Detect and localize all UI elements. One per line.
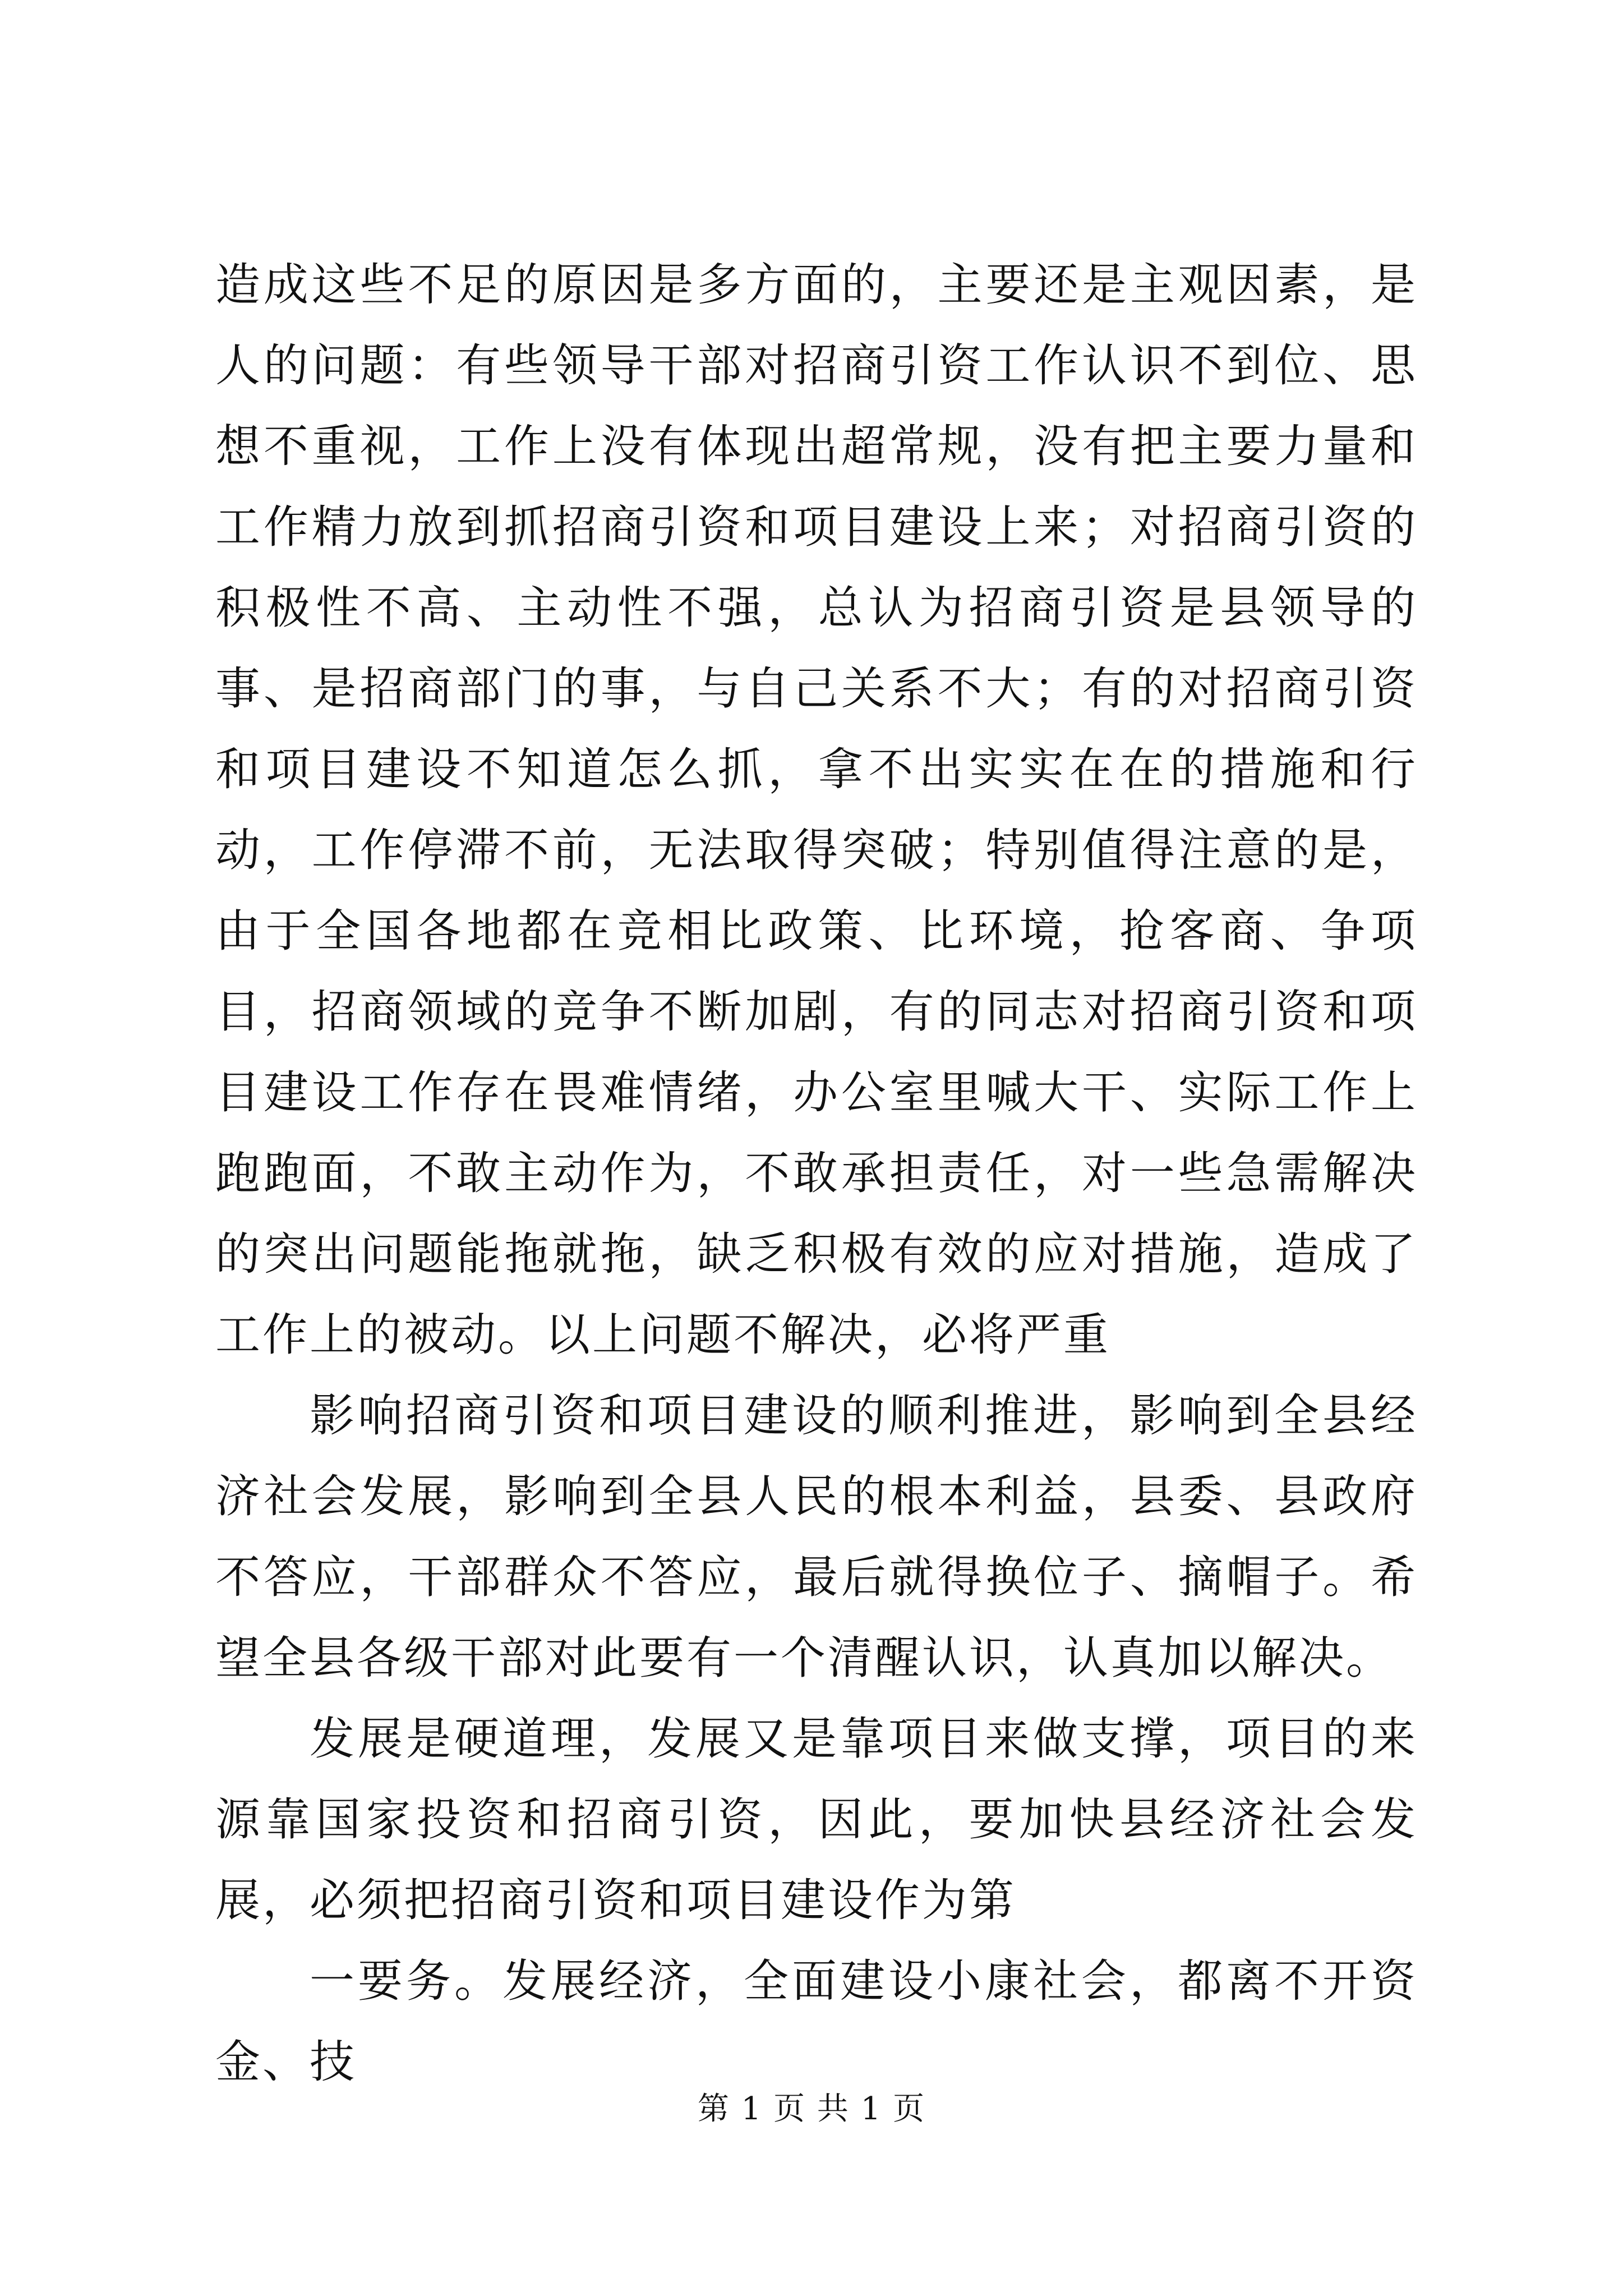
paragraph-1: 造成这些不足的原因是多方面的，主要还是主观因素，是人的问题：有些领导干部对招商引资工作认识不到位、思想不重视，工作上没有体现出超常规，没有把主要力量和工作精力放到抓招商引资和项目建设上来；对招商引资的积极性不高、主动性不强，总认为招商引资是县领导的事、是招商部门的事，与自己关系不大；有的对招商引资和项目建设不知道怎么抓，拿不出实实在在的措施和行动，工作停滞不前，无法取得突破；特别值得注意的是，由于全国各地都在竞相比政策、比环境，抢客商、争项目，招商领域的竞争不断加剧，有的同志对招商引资和项目建设工作存在畏难情绪，办公室里喊大干、实际工作上跑跑面，不敢主动作为，不敢承担责任，对一些急需解决的突出问题能拖就拖，缺乏积极有效的应对措施，造成了工作上的被动。以上问题不解决，必将严重: [215, 259, 1418, 1361]
paragraph-2: 影响招商引资和项目建设的顺利推进，影响到全县经济社会发展，影响到全县人民的根本利益，县委、县政府不答应，干部群众不答应，最后就得换位子、摘帽子。希望全县各级干部对此要有一个清醒认识，认真加以解决。: [215, 1389, 1418, 1684]
page-footer: 第 1 页 共 1 页: [697, 2091, 926, 2127]
paragraph-3: 发展是硬道理，发展又是靠项目来做支撑，项目的来源靠国家投资和招商引资，因此，要加快县经济社会发展，必须把招商引资和项目建设作为第: [215, 1713, 1418, 1926]
document-body: [215, 245, 1418, 2102]
paragraph-4: 一要务。发展经济，全面建设小康社会，都离不开资金、技: [215, 1955, 1418, 2088]
